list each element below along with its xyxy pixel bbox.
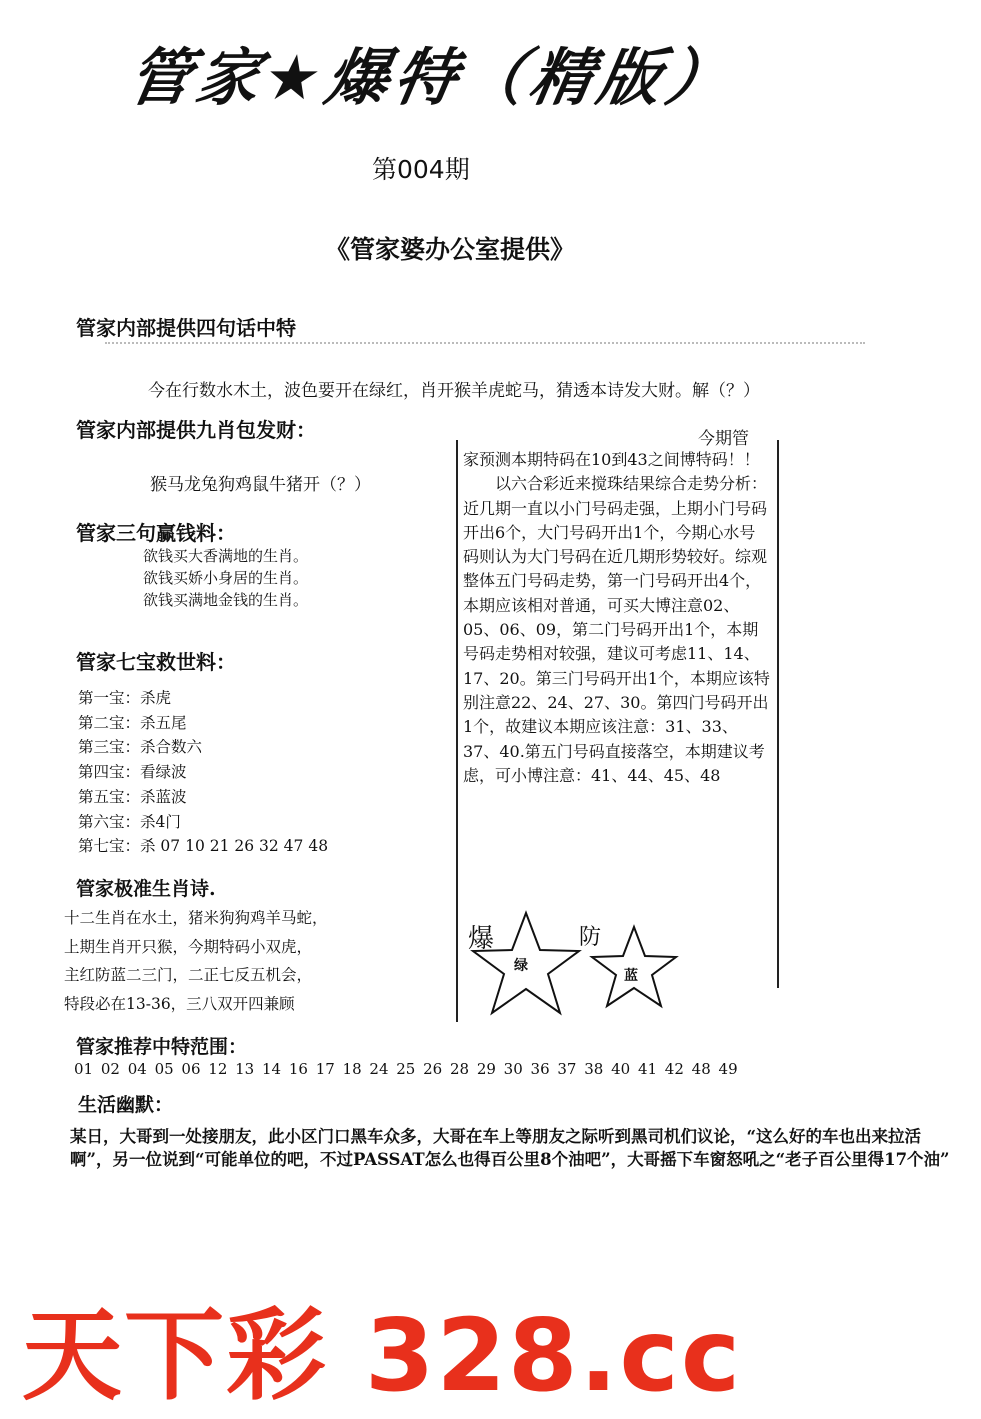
star-right-inner: 蓝 (624, 968, 638, 984)
box-right-border (777, 440, 779, 988)
four-sentences-heading: 管家内部提供四句话中特 (76, 316, 296, 340)
star-right-label: 防 (579, 925, 602, 950)
poem-line: 十二生肖在水土，猪米狗狗鸡羊马蛇， (64, 909, 328, 927)
treasure-item: 第六宝：杀4门 (78, 812, 181, 831)
provider-line: 《管家婆办公室提供》 (325, 235, 576, 264)
analysis-lead: 今期管 (698, 429, 749, 449)
analysis-paragraph: 家预测本期特码在10到43之间博特码！！ (463, 450, 760, 469)
treasure-item: 第一宝：杀虎 (78, 689, 172, 707)
range-numbers: 01 02 04 05 06 12 13 14 16 17 18 24 25 26 28 29 30 36 37 38 40 41 42 48 49 (74, 1060, 738, 1078)
treasure-item: 第四宝：看绿波 (78, 763, 187, 782)
page-title: 管家★爆特（精版） (122, 41, 742, 114)
poem-line: 主红防蓝二三门，二正七反五机会， (64, 966, 313, 984)
analysis-paragraph: 以六合彩近来搅珠结果综合走势分析：近几期一直以小门号码走强，上期小门号码开出6个，大门号码开出1个，今期心水号码则认为大门号码在近几期形势较好。综观整体五门号码走势，第一门号码开出4个，本期应该相对普通，可买大博注意02、05、06、09，第二门号码开出1个，本期号码走势相对较强，建议可考虑11、14、17、20。第三门号码开出1个，本期应该特别注意22、24、27、30。第四门号码开出1个，故建议本期应该注意：31、33、37、40.第五门号码直接落空，本期建议考虑，可小博注意：41、44、45、48 (463, 474, 770, 785)
poem-line: 上期生肖开只猴，今期特码小双虎， (64, 937, 313, 956)
issue-number: 第004期 (372, 155, 470, 184)
treasure-item: 第三宝：杀合数六 (78, 738, 203, 757)
three-lines-list (143, 545, 308, 611)
star-left-inner: 绿 (514, 958, 528, 974)
nine-zodiac-heading: 管家内部提供九肖包发财： (76, 418, 316, 442)
star-left-label: 爆 (468, 924, 495, 954)
three-line-item: 欲钱买娇小身居的生肖。 (143, 569, 309, 587)
watermark: 天下彩 328.cc (22, 1297, 743, 1414)
box-left-border (456, 440, 458, 1022)
poem-lines (64, 904, 328, 1018)
nine-zodiac-text: 猴马龙兔狗鸡鼠牛猪开（？） (150, 475, 371, 495)
treasure-item: 第七宝：杀 07 10 21 26 32 47 48 (78, 837, 329, 856)
four-sentences-text: 今在行数水木土，波色要开在绿红，肖开猴羊虎蛇马，猜透本诗发大财。解（？） (148, 381, 760, 401)
range-heading: 管家推荐中特范围： (76, 1036, 248, 1058)
three-line-item: 欲钱买满地金钱的生肖。 (143, 591, 309, 609)
seven-treasures-list (78, 686, 328, 859)
analysis-text (463, 448, 771, 788)
treasure-item: 第二宝：杀五尾 (78, 713, 187, 732)
treasure-item: 第五宝：杀蓝波 (78, 787, 187, 806)
humor-text: 某日，大哥到一处接朋友，此小区门口黑车众多，大哥在车上等朋友之际听到黑司机们议论，“这么好的车也出来拉活啊”，另一位说到“可能单位的吧，不过PASSAT怎么也得百公里8个油吧”，大哥摇下车窗怒吼之“老子百公里得17个油” (70, 1127, 950, 1169)
poem-heading: 管家极准生肖诗. (76, 878, 216, 900)
humor-heading: 生活幽默： (78, 1094, 174, 1116)
seven-treasures-heading: 管家七宝救世料： (76, 650, 236, 674)
three-lines-heading: 管家三句赢钱料： (76, 521, 236, 545)
dotted-divider (105, 342, 865, 348)
three-line-item: 欲钱买大香满地的生肖。 (143, 547, 309, 565)
poem-line: 特段必在13-36，三八双开四兼顾 (64, 994, 295, 1013)
